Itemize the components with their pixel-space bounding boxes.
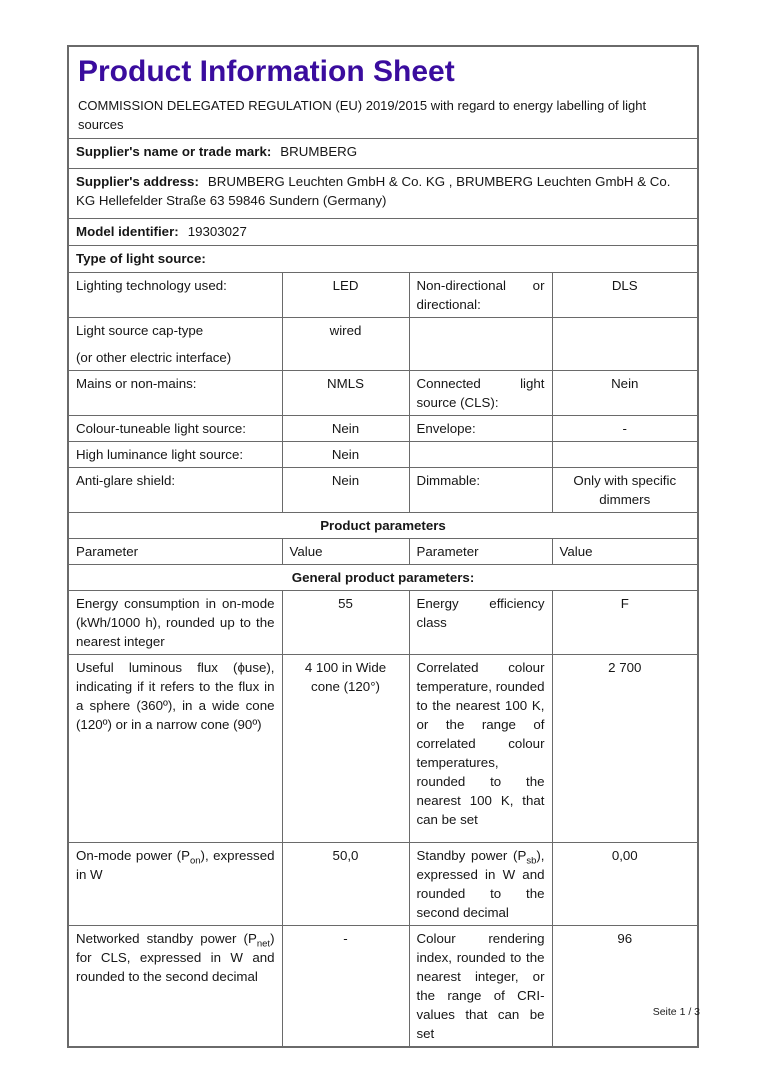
standby-power-value: 0,00: [552, 843, 698, 926]
energy-consumption-value: 55: [282, 591, 409, 655]
column-header-parameter-2: Parameter: [409, 539, 552, 565]
luminous-flux-value: 4 100 in Wide cone (120°): [282, 655, 409, 843]
energy-consumption-cell: Energy consumption in on-mode (kWh/1000 h), rounded up to the nearest integer: [68, 591, 282, 655]
page-title: Product Information Sheet: [78, 55, 455, 88]
cls-value: Nein: [552, 371, 698, 416]
cap-type-line1: Light source cap-type: [76, 323, 204, 338]
networked-standby-value: -: [282, 926, 409, 1048]
regulation-text: COMMISSION DELEGATED REGULATION (EU) 2019/2015 with regard to energy labelling of light sources: [78, 98, 647, 132]
envelope-value: -: [552, 416, 698, 442]
dimmable-value: Only with specific dimmers: [552, 468, 698, 513]
supplier-name-value: BRUMBERG: [280, 144, 358, 159]
lighting-technology-value: LED: [282, 273, 409, 318]
luminous-flux-cell: Useful luminous flux (ϕuse), indicating if it refers to the flux in a sphere (360º), in a wide cone (120º) or in a narrow cone (90º): [68, 655, 282, 843]
model-identifier-row: [68, 219, 698, 246]
product-parameters-header: Product parameters: [68, 513, 698, 539]
directionality-cell: Non-directional or directional:: [409, 273, 552, 318]
directionality-value: DLS: [552, 273, 698, 318]
cap-type-line2: (or other electric interface): [76, 350, 232, 365]
column-header-value-2: Value: [552, 539, 698, 565]
cri-value: 96: [552, 926, 698, 1048]
supplier-address-label: Supplier's address:: [76, 174, 199, 189]
on-mode-power-value: 50,0: [282, 843, 409, 926]
networked-standby-cell: Networked standby power $(P_{net})$ for CLS, expressed in W and rounded to the second decimal: [68, 926, 282, 1048]
supplier-name-row: [68, 139, 698, 169]
supplier-address-row: [68, 169, 698, 219]
energy-class-cell: Energy efficiency class: [409, 591, 552, 655]
mains-value: NMLS: [282, 371, 409, 416]
cri-cell: Colour rendering index, rounded to the nearest integer, or the range of CRI-values that can be set: [409, 926, 552, 1048]
standby-power-cell: Standby power $(P_{sb})$, expressed in W and rounded to the second decimal: [409, 843, 552, 926]
envelope-cell: Envelope:: [409, 416, 552, 442]
product-info-table: [67, 45, 699, 1048]
general-product-parameters-header: General product parameters:: [68, 565, 698, 591]
subscript-sb: sb: [526, 855, 537, 867]
dimmable-cell: Dimmable:: [409, 468, 552, 513]
cls-cell: Connected light source (CLS):: [409, 371, 552, 416]
empty-cell: [552, 318, 698, 371]
subscript-on: on: [189, 855, 201, 867]
empty-cell: [409, 442, 552, 468]
cap-type-cell: [68, 318, 282, 371]
supplier-name-label: Supplier's name or trade mark:: [76, 144, 272, 159]
supplier-address-value: BRUMBERG Leuchten GmbH & Co. KG , BRUMBERG Leuchten GmbH & Co. KG Hellefelder Straße 63 59846 Sundern (Germany): [76, 174, 671, 208]
type-of-light-source-header: Type of light source:: [68, 246, 698, 273]
lighting-technology-cell: Lighting technology used:: [68, 273, 282, 318]
high-luminance-cell: High luminance light source:: [68, 442, 282, 468]
mains-cell: Mains or non-mains:: [68, 371, 282, 416]
high-luminance-value: Nein: [282, 442, 409, 468]
page-number: Seite 1 / 3: [652, 1006, 700, 1018]
model-identifier-label: Model identifier:: [76, 224, 179, 239]
cct-cell: Correlated colour temperature, rounded to the nearest 100 K, or the range of correlated colour temperatures, rounded to the nearest 100 K, that can be set: [409, 655, 552, 843]
empty-cell: [409, 318, 552, 371]
subscript-net: net: [256, 938, 271, 950]
energy-class-value: F: [552, 591, 698, 655]
on-mode-power-cell: On-mode power $(P_{on})$, expressed in W: [68, 843, 282, 926]
model-identifier-value: 19303027: [187, 224, 247, 239]
column-header-parameter-1: Parameter: [68, 539, 282, 565]
cct-value: 2 700: [552, 655, 698, 843]
colour-tuneable-cell: Colour-tuneable light source:: [68, 416, 282, 442]
anti-glare-cell: Anti-glare shield:: [68, 468, 282, 513]
title-block: [68, 46, 698, 139]
anti-glare-value: Nein: [282, 468, 409, 513]
column-header-value-1: Value: [282, 539, 409, 565]
cap-type-value: wired: [282, 318, 409, 371]
empty-cell: [552, 442, 698, 468]
colour-tuneable-value: Nein: [282, 416, 409, 442]
